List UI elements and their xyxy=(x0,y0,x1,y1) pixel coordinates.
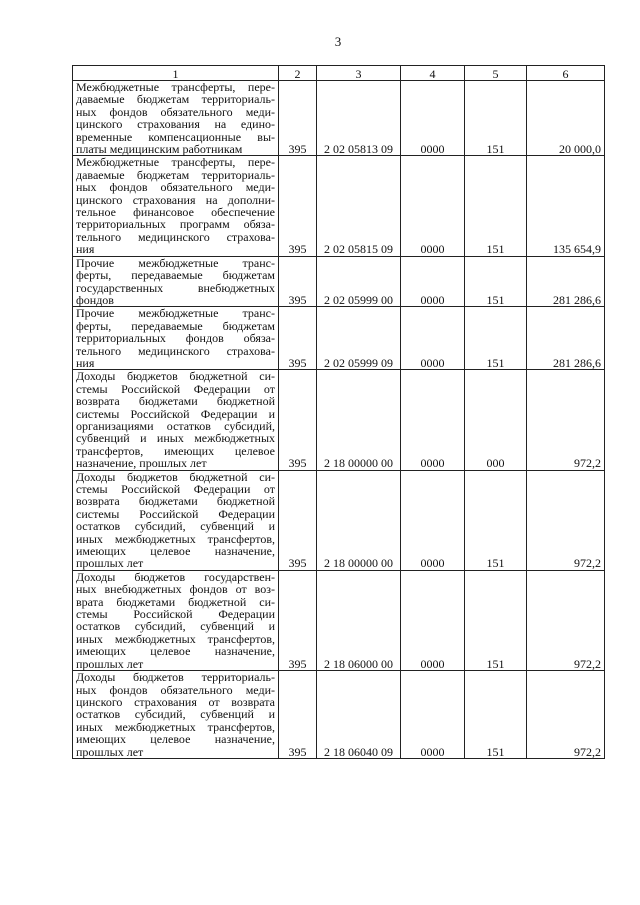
table-row xyxy=(73,307,605,370)
revenue-code-cell: 2 02 05999 09 xyxy=(317,307,401,370)
admin-code-cell: 395 xyxy=(279,256,317,307)
description-line: системы Российской Федерации xyxy=(76,506,275,521)
description-line: стемы Российской Федерации от xyxy=(76,381,275,396)
description-line: остатков субсидий, субвенций и xyxy=(76,707,275,722)
description-line: Доходы бюджетов бюджетной си- xyxy=(76,369,275,384)
economic-code-cell: 151 xyxy=(465,307,527,370)
description-line: Доходы бюджетов бюджетной си- xyxy=(76,469,275,484)
table-header-row xyxy=(73,66,605,81)
description-line: трансфертов, имеющих целевое xyxy=(76,443,275,458)
program-code-cell: 0000 xyxy=(401,671,465,759)
description-line: цинского страхования на едино- xyxy=(76,117,275,132)
description-line: возврата бюджетами бюджетной xyxy=(76,494,275,509)
admin-code-cell: 395 xyxy=(279,570,317,670)
amount-cell: 281 286,6 xyxy=(527,307,605,370)
revenue-code-cell: 2 18 06040 09 xyxy=(317,671,401,759)
table-row xyxy=(73,370,605,470)
revenue-code-cell: 2 18 00000 00 xyxy=(317,370,401,470)
description-line: стемы Российской Федерации xyxy=(76,607,275,622)
economic-code-cell: 151 xyxy=(465,671,527,759)
description-line: остатков субсидий, субвенций и xyxy=(76,519,275,534)
description-line: тельного медицинского страхова- xyxy=(76,343,275,358)
description-line: Доходы бюджетов территориаль- xyxy=(76,670,275,685)
amount-cell: 972,2 xyxy=(527,671,605,759)
description-line: Доходы бюджетов государствен- xyxy=(76,569,275,584)
program-code-cell: 0000 xyxy=(401,256,465,307)
description-line: Межбюджетные трансферты, пере- xyxy=(76,155,275,170)
page-number: 3 xyxy=(334,34,342,49)
economic-code-cell: 151 xyxy=(465,570,527,670)
amount-cell: 972,2 xyxy=(527,470,605,570)
admin-code-cell: 395 xyxy=(279,307,317,370)
description-line: ния xyxy=(76,355,95,370)
column-header: 4 xyxy=(401,66,465,81)
description-line: ных фондов обязательного меди- xyxy=(76,682,275,697)
row-description xyxy=(73,570,279,670)
description-line: прошлых лет xyxy=(76,556,144,571)
column-header: 1 xyxy=(73,66,279,81)
row-description xyxy=(73,156,279,256)
table-row xyxy=(73,156,605,256)
description-line: ных фондов обязательного меди- xyxy=(76,104,275,119)
economic-code-cell: 151 xyxy=(465,470,527,570)
amount-cell: 972,2 xyxy=(527,570,605,670)
description-line: возврата бюджетами бюджетной xyxy=(76,394,275,409)
description-line: ферты, передаваемые бюджетам xyxy=(76,268,275,283)
description-line: даваемые бюджетам территориаль- xyxy=(76,92,275,107)
revenue-code-cell: 2 18 06000 00 xyxy=(317,570,401,670)
description-line: ния xyxy=(76,242,95,257)
program-code-cell: 0000 xyxy=(401,470,465,570)
description-line: Прочие межбюджетные транс- xyxy=(76,306,275,321)
table-row xyxy=(73,470,605,570)
program-code-cell: 0000 xyxy=(401,570,465,670)
description-line: тельного медицинского страхова- xyxy=(76,229,275,244)
economic-code-cell: 151 xyxy=(465,156,527,256)
description-line: имеющих целевое назначение, xyxy=(76,732,275,747)
description-line: организациями остатков субсидий, xyxy=(76,418,275,433)
description-line: фондов xyxy=(76,292,114,307)
description-line: государственных внебюджетных xyxy=(76,280,275,295)
admin-code-cell: 395 xyxy=(279,81,317,156)
table-row xyxy=(73,671,605,759)
amount-cell: 972,2 xyxy=(527,370,605,470)
description-line: временные компенсационные вы- xyxy=(76,129,275,144)
description-line: остатков субсидий, субвенций и xyxy=(76,619,275,634)
column-header: 2 xyxy=(279,66,317,81)
description-line: назначение, прошлых лет xyxy=(76,456,207,471)
description-line: ных внебюджетных фондов от воз- xyxy=(76,582,275,597)
row-description xyxy=(73,256,279,307)
admin-code-cell: 395 xyxy=(279,470,317,570)
description-line: тельное финансовое обеспечение xyxy=(76,205,275,220)
description-line: иных межбюджетных трансфертов, xyxy=(76,531,275,546)
description-line: имеющих целевое назначение, xyxy=(76,544,275,559)
column-header: 5 xyxy=(465,66,527,81)
amount-cell: 20 000,0 xyxy=(527,81,605,156)
description-line: ных фондов обязательного меди- xyxy=(76,180,275,195)
description-line: стемы Российской Федерации от xyxy=(76,482,275,496)
description-line: системы Российской Федерации и xyxy=(76,406,275,421)
description-line: прошлых лет xyxy=(76,744,144,759)
row-description xyxy=(73,307,279,370)
row-description xyxy=(73,370,279,470)
description-line: Прочие межбюджетные транс- xyxy=(76,255,275,270)
description-line: Межбюджетные трансферты, пере- xyxy=(76,80,275,94)
program-code-cell: 0000 xyxy=(401,156,465,256)
description-line: платы медицинским работникам xyxy=(76,142,243,157)
table-row xyxy=(73,256,605,307)
admin-code-cell: 395 xyxy=(279,671,317,759)
revenue-code-cell: 2 02 05999 00 xyxy=(317,256,401,307)
description-line: территориальных фондов обяза- xyxy=(76,331,275,346)
program-code-cell: 0000 xyxy=(401,370,465,470)
description-line: иных межбюджетных трансфертов, xyxy=(76,719,275,734)
description-line: имеющих целевое назначение, xyxy=(76,644,275,659)
description-line: субвенций и иных межбюджетных xyxy=(76,431,275,446)
description-line: врата бюджетами бюджетной си- xyxy=(76,594,275,609)
column-header: 3 xyxy=(317,66,401,81)
row-description xyxy=(73,470,279,570)
description-line: ферты, передаваемые бюджетам xyxy=(76,318,275,333)
revenue-code-cell: 2 02 05815 09 xyxy=(317,156,401,256)
row-description xyxy=(73,81,279,156)
description-line: даваемые бюджетам территориаль- xyxy=(76,167,275,182)
economic-code-cell: 000 xyxy=(465,370,527,470)
admin-code-cell: 395 xyxy=(279,370,317,470)
admin-code-cell: 395 xyxy=(279,156,317,256)
amount-cell: 135 654,9 xyxy=(527,156,605,256)
budget-revenue-table xyxy=(72,65,605,759)
revenue-code-cell: 2 18 00000 00 xyxy=(317,470,401,570)
table-row xyxy=(73,81,605,156)
description-line: прошлых лет xyxy=(76,656,144,671)
economic-code-cell: 151 xyxy=(465,81,527,156)
description-line: цинского страхования на дополни- xyxy=(76,192,275,207)
program-code-cell: 0000 xyxy=(401,81,465,156)
column-header: 6 xyxy=(527,66,605,81)
revenue-code-cell: 2 02 05813 09 xyxy=(317,81,401,156)
description-line: территориальных программ обяза- xyxy=(76,217,275,232)
program-code-cell: 0000 xyxy=(401,307,465,370)
description-line: цинского страхования от возврата xyxy=(76,694,275,709)
amount-cell: 281 286,6 xyxy=(527,256,605,307)
table-row xyxy=(73,570,605,670)
description-line: иных межбюджетных трансфертов, xyxy=(76,631,275,646)
economic-code-cell: 151 xyxy=(465,256,527,307)
row-description xyxy=(73,671,279,759)
